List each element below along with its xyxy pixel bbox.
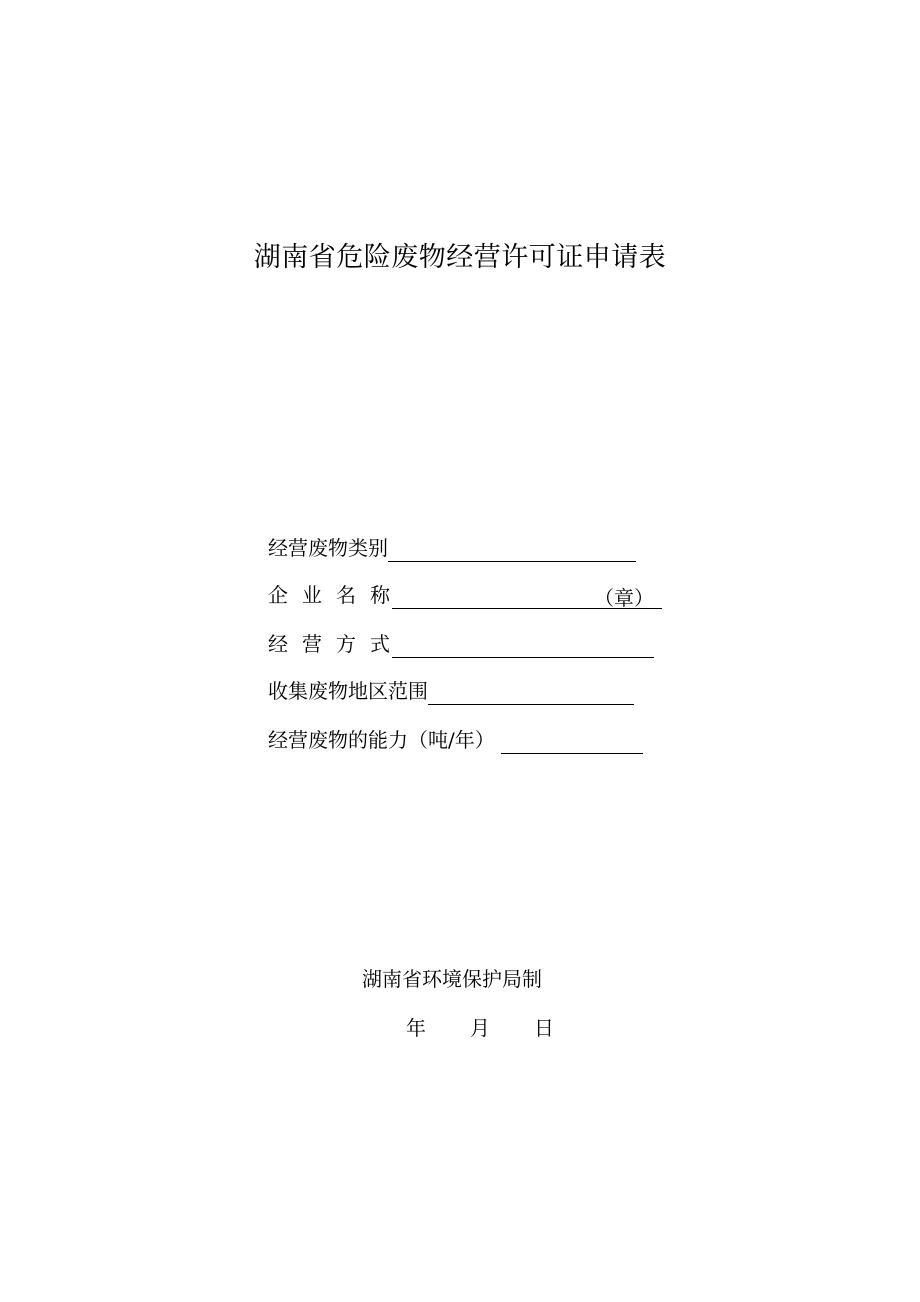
label-char: 企 — [268, 583, 288, 607]
field-waste-category — [268, 534, 636, 562]
field-label: 经营废物的能力（吨/年） — [268, 728, 495, 752]
label-char: 名 — [336, 583, 356, 607]
date-line — [406, 1014, 554, 1042]
field-label — [268, 581, 392, 609]
label-char: 营 — [302, 632, 322, 656]
label-char: 业 — [302, 583, 322, 607]
waste-category-input-line[interactable] — [388, 539, 636, 562]
field-label — [268, 630, 392, 658]
field-company-name — [268, 581, 662, 609]
date-year: 年 — [406, 1016, 426, 1040]
collection-area-input-line[interactable] — [428, 682, 634, 705]
capacity-input-line[interactable] — [501, 731, 643, 754]
field-label: 经营废物类别 — [268, 536, 388, 560]
field-capacity — [268, 726, 643, 754]
document-title: 湖南省危险废物经营许可证申请表 — [253, 242, 667, 273]
field-label: 收集废物地区范围 — [268, 679, 428, 703]
issuer-text: 湖南省环境保护局制 — [362, 967, 542, 991]
label-char: 方 — [336, 632, 356, 656]
company-name-input-line[interactable] — [392, 586, 662, 609]
date-month: 月 — [470, 1016, 490, 1040]
field-collection-area — [268, 677, 634, 705]
label-char: 式 — [370, 632, 390, 656]
label-char: 经 — [268, 632, 288, 656]
label-char: 称 — [370, 583, 390, 607]
date-day: 日 — [534, 1016, 554, 1040]
field-operation-mode — [268, 630, 654, 658]
seal-mark: （章） — [594, 586, 654, 610]
operation-mode-input-line[interactable] — [392, 635, 654, 658]
